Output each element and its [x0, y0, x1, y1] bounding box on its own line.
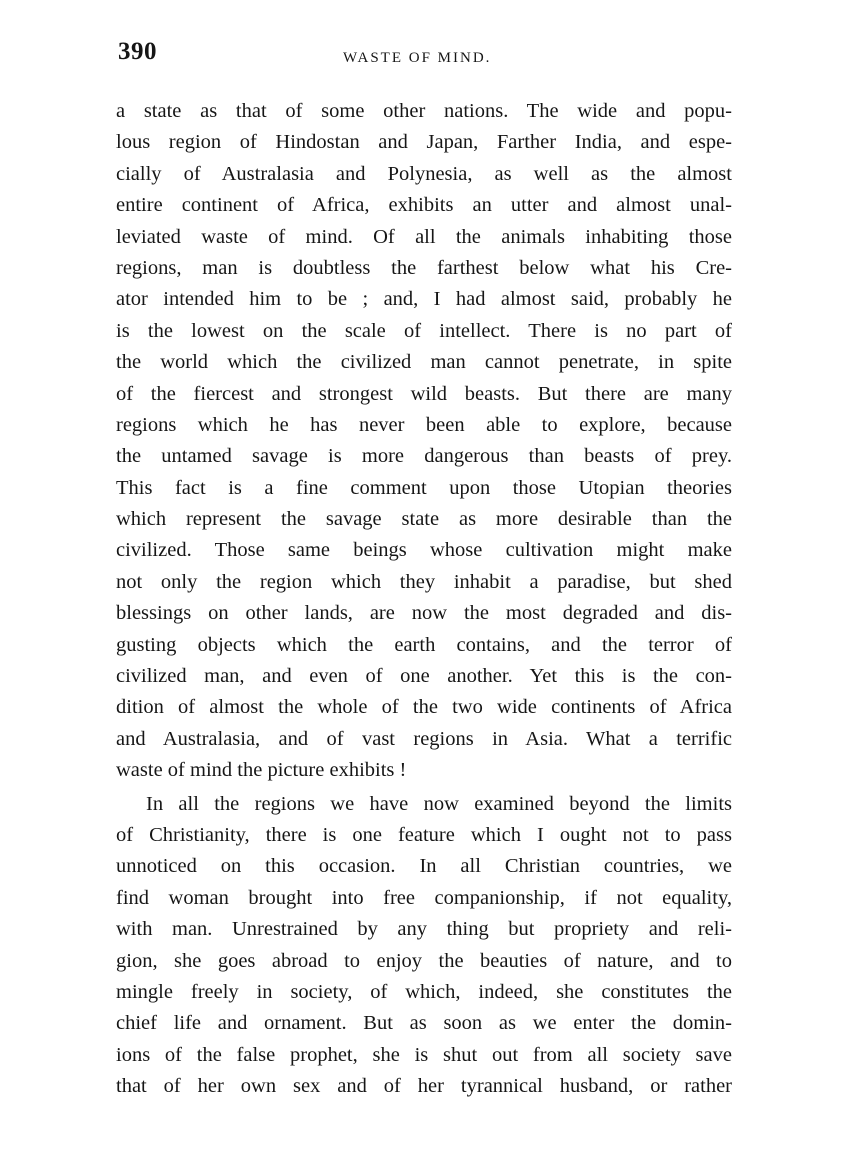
paragraph-1	[116, 96, 732, 787]
text-line: of Christianity, there is one feature which I ought not to pass	[116, 823, 732, 846]
text-line: This fact is a fine comment upon those Utopian theories	[116, 476, 732, 499]
text-line: In all the regions we have now examined beyond the limits	[146, 792, 732, 815]
text-line: unnoticed on this occasion. In all Christian countries, we	[116, 855, 732, 878]
text-line: civilized man, and even of one another. Yet this is the con-	[116, 665, 732, 688]
text-line: leviated waste of mind. Of all the animals inhabiting those	[116, 225, 732, 248]
text-line: and Australasia, and of vast regions in Asia. What a terrific	[116, 727, 732, 750]
text-line: cially of Australasia and Polynesia, as well as the almost	[116, 162, 732, 185]
text-line: the untamed savage is more dangerous than beasts of prey.	[116, 445, 732, 468]
text-line: gion, she goes abroad to enjoy the beauties of nature, and to	[116, 949, 732, 972]
text-line: dition of almost the whole of the two wide continents of Africa	[116, 696, 732, 719]
text-line: ator intended him to be ; and, I had almost said, probably he	[116, 288, 732, 311]
text-line: not only the region which they inhabit a paradise, but shed	[116, 570, 732, 593]
text-line: waste of mind the picture exhibits !	[116, 759, 407, 782]
text-line: mingle freely in society, of which, indeed, she constitutes the	[116, 980, 732, 1003]
running-title: WASTE OF MIND.	[343, 50, 492, 66]
text-line: that of her own sex and of her tyrannical husband, or rather	[116, 1075, 732, 1098]
text-line: with man. Unrestrained by any thing but propriety and reli-	[116, 918, 732, 941]
text-line: regions, man is doubtless the farthest below what his Cre-	[116, 256, 732, 279]
text-line: a state as that of some other nations. The wide and popu-	[116, 100, 732, 122]
text-line: blessings on other lands, are now the most degraded and dis-	[116, 602, 732, 625]
body-text	[116, 96, 732, 1103]
text-line: the world which the civilized man cannot penetrate, in spite	[116, 351, 732, 374]
text-line: chief life and ornament. But as soon as we enter the domin-	[116, 1012, 732, 1035]
text-line: lous region of Hindostan and Japan, Farther India, and espe-	[116, 131, 732, 154]
text-line: of the fiercest and strongest wild beasts. But there are many	[116, 382, 732, 405]
text-line: ions of the false prophet, she is shut out from all society save	[116, 1043, 732, 1066]
text-line: find woman brought into free companionship, if not equality,	[116, 886, 732, 909]
text-line: regions which he has never been able to explore, because	[116, 413, 732, 436]
text-line: gusting objects which the earth contains, and the terror of	[116, 633, 732, 656]
text-line: is the lowest on the scale of intellect. There is no part of	[116, 319, 732, 342]
page-number: 390	[118, 38, 157, 65]
paragraph-2	[116, 789, 732, 1103]
text-line: civilized. Those same beings whose cultivation might make	[116, 539, 732, 562]
text-line: entire continent of Africa, exhibits an utter and almost unal-	[116, 194, 732, 217]
text-line: which represent the savage state as more desirable than the	[116, 508, 732, 531]
